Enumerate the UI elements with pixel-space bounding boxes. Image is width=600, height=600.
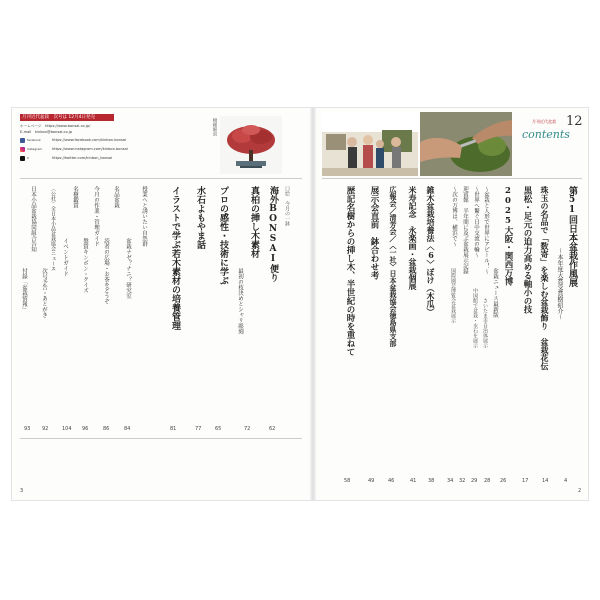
toc-entry-left-8-sub: 盤賞キンボン・クイズ bbox=[82, 238, 88, 293]
magazine-spread bbox=[12, 108, 588, 500]
toc-entry-left-5-page: 81 bbox=[170, 426, 177, 432]
toc-entry-right-1-title: 珠玉の名品で「数寄」を楽しむ盆栽飾り 盆栽花伝 bbox=[540, 186, 550, 370]
toc-entry-right-3-title: 2025大阪・関西万博 bbox=[503, 186, 513, 286]
toc-entry-right-6-title: 迎賓館 半年間に及ぶ盆栽展示記録 bbox=[462, 186, 468, 274]
toc-entry-right-12-title: 歴記名樹からの挿し木、半世紀の時を重ねて bbox=[345, 186, 355, 356]
toc-entry-right-3-sub: 盆栽ニュース最新版 bbox=[492, 268, 498, 318]
toc-entry-right-5-sub: 中国館で盆栽・水石を展示 bbox=[472, 288, 478, 348]
x-url: https://twitter.com/kinbon_bonsai bbox=[52, 156, 113, 160]
right-page-number: 2 bbox=[578, 488, 582, 494]
toc-entry-right-0-page: 4 bbox=[564, 478, 568, 484]
toc-entry-right-6-page: 32 bbox=[459, 478, 466, 484]
toc-entry-right-0-sub: 〜本年度大賞受賞樹紹介〜 bbox=[556, 248, 563, 320]
toc-entry-left-4-title: 水石よもやま話 bbox=[195, 186, 205, 249]
left-page bbox=[12, 108, 310, 500]
right-header-rule bbox=[322, 178, 582, 179]
instagram-url: https://www.instagram.com/kinbon.bonsai bbox=[52, 147, 128, 151]
toc-entry-right-2-title: 黒松・足元の迫力高める軸小の技 bbox=[522, 186, 532, 314]
toc-entry-left-9-page: 104 bbox=[62, 426, 72, 432]
right-page bbox=[316, 108, 588, 500]
toc-entry-right-10-title: 広報会／清芳会／〈一社〉日本盆栽協会徳島県支部 bbox=[389, 186, 398, 347]
toc-entry-right-11-title: 展示会直前 鉢合わせ考 bbox=[369, 186, 379, 280]
toc-entry-left-4-page: 77 bbox=[195, 426, 202, 432]
facebook-url: https://www.facebook.com/kinbon.bonsai bbox=[52, 138, 127, 142]
toc-entry-left-10-page: 92 bbox=[42, 426, 49, 432]
x-label: X bbox=[27, 156, 30, 160]
x-icon bbox=[20, 156, 25, 161]
toc-entry-left-11-title: 日本小品盆栽協同組合告知 bbox=[30, 186, 36, 252]
photo-caption-left: 樹種解説 bbox=[212, 118, 217, 136]
toc-entry-left-8-page: 96 bbox=[82, 426, 89, 432]
toc-entry-right-7-title: 〜次の万博は、横浜で〜 bbox=[451, 186, 457, 247]
left-header-rule bbox=[20, 178, 302, 179]
toc-entry-right-5-title: 〜世界へ繋ぐ日中交流の輪〜 bbox=[473, 186, 479, 258]
toc-entry-left-11-sub: 付録「盆栽情報」 bbox=[21, 268, 27, 312]
toc-entry-left-10-sub: 次号予告・あとがき bbox=[41, 268, 47, 318]
magazine-name-label: 月刊近代盆栽 bbox=[532, 119, 556, 124]
toc-entry-right-10-page: 46 bbox=[388, 478, 395, 484]
hands-pruning-photo bbox=[420, 112, 512, 176]
toc-entry-right-11-page: 49 bbox=[368, 478, 375, 484]
toc-entry-left-1-title: 海外BONSAI便り bbox=[268, 186, 278, 282]
toc-entry-left-7-sub: 読者の広場・お茶をどうぞ bbox=[103, 238, 109, 304]
left-page-number: 3 bbox=[20, 488, 24, 494]
toc-entry-left-8-title: 今月の作業・管理ガイド bbox=[93, 186, 99, 247]
toc-entry-left-6-page: 84 bbox=[124, 426, 131, 432]
instagram-icon bbox=[20, 147, 25, 152]
toc-entry-right-5-page: 29 bbox=[471, 478, 478, 484]
facebook-icon bbox=[20, 138, 25, 143]
toc-entry-right-4-page: 28 bbox=[484, 478, 491, 484]
toc-entry-left-2-title: 真柏の挿し木素材 bbox=[249, 186, 259, 258]
toc-entry-left-2-page: 72 bbox=[244, 426, 251, 432]
toc-entry-left-5-title: イラストで学ぶ若木素材の培養管理 bbox=[170, 186, 180, 330]
toc-entry-left-9-sub: イベントガイド bbox=[62, 238, 68, 277]
left-mid-rule bbox=[20, 438, 302, 439]
toc-entry-right-9-title: 米寿記念 永楽画・盆栽個展 bbox=[408, 186, 418, 290]
toc-entry-left-3-title: プロの感性・技術に学ぶ bbox=[218, 186, 228, 285]
toc-entry-left-7-page: 86 bbox=[103, 426, 110, 432]
toc-entry-right-1-page: 14 bbox=[542, 478, 549, 484]
next-issue-banner: 月刊近代盆栽 次号は 12月4日発売 bbox=[20, 114, 114, 121]
toc-entry-left-3-page: 65 bbox=[215, 426, 222, 432]
toc-entry-left-6-title: 授業へと誘いたい自然群 bbox=[141, 186, 147, 247]
toc-entry-left-9-title: 名樹鑑賞 bbox=[72, 186, 78, 208]
toc-entry-left-0-page: 62 bbox=[269, 426, 276, 432]
contents-heading: contents bbox=[522, 128, 570, 141]
toc-entry-right-3-page: 26 bbox=[500, 478, 507, 484]
toc-entry-right-8-title: 雑木盆栽培養法〈6〉ぼけ（木瓜） bbox=[426, 186, 436, 316]
toc-entry-right-0-title: 第51回日本盆栽作風展 bbox=[567, 186, 577, 287]
toc-entry-right-4-title: 〜盆栽と人形で世界にアピール！〜 bbox=[483, 186, 489, 274]
toc-entry-right-12-page: 58 bbox=[344, 478, 351, 484]
issue-number: 12 bbox=[566, 114, 583, 129]
toc-entry-left-6-sub: 盆栽ナゼ？ナニ？研究室 bbox=[125, 238, 131, 299]
email-line: E-mail kinbon@bonsai.co.jp bbox=[20, 130, 73, 134]
exhibition-photo bbox=[322, 112, 418, 176]
toc-entry-left-10-title: 〈公社〉全日本小品盆栽協会ニュース bbox=[50, 186, 56, 271]
toc-entry-left-11-page: 93 bbox=[24, 426, 31, 432]
toc-entry-left-0-title: 口絵 今月の一鉢 bbox=[284, 186, 290, 226]
bonsai-photo bbox=[220, 116, 282, 174]
instagram-label: Instagram bbox=[27, 147, 43, 151]
toc-entry-left-7-title: 名品盆栽 bbox=[113, 186, 119, 208]
toc-entry-right-9-page: 41 bbox=[410, 478, 417, 484]
toc-entry-right-2-page: 17 bbox=[522, 478, 529, 484]
homepage-line: ホームページ https://www.bonsai.co.jp/ bbox=[20, 124, 91, 128]
facebook-label: facebook bbox=[27, 138, 41, 142]
toc-entry-right-7-page: 34 bbox=[447, 478, 454, 484]
toc-entry-right-8-page: 38 bbox=[428, 478, 435, 484]
toc-entry-right-4-sub: さいたま市自治体展示 bbox=[482, 298, 488, 348]
toc-entry-left-2-sub: 最初の枝決めとシャリ彫刻 bbox=[237, 268, 243, 334]
toc-entry-right-7-sub: 国際園芸博覧会盆栽展示 bbox=[450, 268, 456, 323]
